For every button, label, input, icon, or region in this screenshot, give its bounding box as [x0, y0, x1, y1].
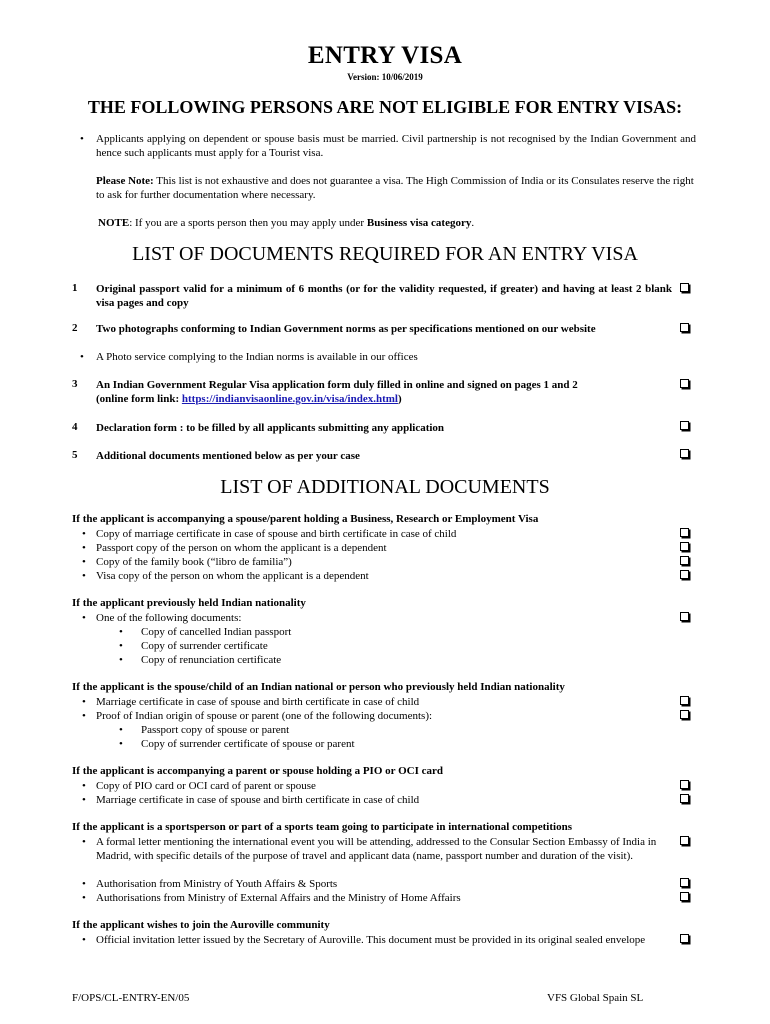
- page-title: ENTRY VISA: [307, 42, 463, 69]
- section-heading: If the applicant is a sportsperson or part of a sports team going to participate in international competitions: [72, 821, 572, 833]
- list-item: Copy of marriage certificate in case of spouse and birth certificate in case of child: [96, 528, 457, 540]
- list-item: Proof of Indian origin of spouse or parent (one of the following documents):: [96, 710, 433, 722]
- bullet-icon: •: [82, 696, 86, 708]
- bullet-icon: •: [119, 724, 123, 736]
- footer-right: VFS Global Spain SL: [547, 992, 644, 1004]
- checkbox[interactable]: [680, 836, 689, 845]
- item-number: 1: [72, 282, 78, 294]
- required-item-declaration: Declaration form : to be filled by all applicants submitting any application: [96, 422, 445, 434]
- checkbox[interactable]: [680, 934, 689, 943]
- note-label: NOTE: [98, 217, 130, 229]
- additional-heading: LIST OF ADDITIONAL DOCUMENTS: [220, 476, 550, 498]
- required-item-additional: Additional documents mentioned below as per your case: [96, 450, 360, 462]
- sub-list-item: Copy of surrender certificate of spouse or parent: [141, 738, 355, 750]
- please-note-label: Please Note:: [96, 175, 154, 187]
- bullet-icon: •: [82, 570, 86, 582]
- bullet-icon: •: [82, 794, 86, 806]
- not-eligible-heading: THE FOLLOWING PERSONS ARE NOT ELIGIBLE FOR ENTRY VISAS:: [87, 97, 683, 117]
- bullet-icon: •: [82, 528, 86, 540]
- checkbox[interactable]: [680, 528, 689, 537]
- checkbox[interactable]: [680, 323, 689, 332]
- online-form-prefix: (online form link:: [96, 393, 182, 405]
- bullet-icon: •: [82, 934, 86, 946]
- bullet-icon: •: [82, 836, 86, 848]
- bullet-icon: •: [80, 133, 84, 145]
- online-form-suffix: ): [397, 393, 402, 405]
- checkbox[interactable]: [680, 449, 689, 458]
- note-text: : If you are a sports person then you may apply under: [129, 217, 367, 229]
- sub-list-item: Copy of cancelled Indian passport: [141, 626, 292, 638]
- checkbox[interactable]: [680, 421, 689, 430]
- note-end: .: [471, 217, 475, 229]
- application-form-text: An Indian Government Regular Visa application form duly filled in online and signed on pages 1 and 2: [96, 379, 578, 391]
- required-item-photographs: Two photographs conforming to Indian Government norms as per specifications mentioned on our website: [96, 323, 596, 335]
- sub-list-item: Copy of surrender certificate: [141, 640, 268, 652]
- checkbox[interactable]: [680, 780, 689, 789]
- checkbox[interactable]: [680, 878, 689, 887]
- list-item: Authorisation from Ministry of Youth Affairs & Sports: [96, 878, 338, 890]
- list-item: Passport copy of the person on whom the applicant is a dependent: [96, 542, 387, 554]
- section-heading: If the applicant wishes to join the Auroville community: [72, 919, 330, 931]
- version-text: Version: 10/06/2019: [347, 72, 423, 82]
- bullet-icon: •: [82, 892, 86, 904]
- footer-left: F/OPS/CL-ENTRY-EN/05: [72, 992, 190, 1004]
- please-note: [96, 174, 696, 202]
- list-item: Visa copy of the person on whom the applicant is a dependent: [96, 570, 369, 582]
- list-item: Marriage certificate in case of spouse and birth certificate in case of child: [96, 696, 420, 708]
- list-item: Authorisations from Ministry of External Affairs and the Ministry of Home Affairs: [96, 892, 461, 904]
- checkbox[interactable]: [680, 379, 689, 388]
- section-heading: If the applicant is the spouse/child of an Indian national or person who previously held Indian nationality: [72, 681, 565, 693]
- bullet-icon: •: [82, 542, 86, 554]
- required-item-application-form: [96, 378, 672, 406]
- bullet-icon: •: [82, 878, 86, 890]
- sports-note: [98, 216, 698, 230]
- list-item: Official invitation letter issued by the Secretary of Auroville. This document must be provided in its original sealed envelope: [96, 934, 646, 946]
- photo-service-note: A Photo service complying to the Indian norms is available in our offices: [96, 351, 418, 363]
- bullet-icon: •: [119, 626, 123, 638]
- checkbox[interactable]: [680, 794, 689, 803]
- please-note-text: This list is not exhaustive and does not guarantee a visa. The High Commission of India or its Consulates reserve the right to ask for further documentation where necessary.: [96, 175, 694, 201]
- note-bold: Business visa category: [366, 217, 472, 229]
- checkbox[interactable]: [680, 892, 689, 901]
- section-heading: If the applicant previously held Indian nationality: [72, 597, 306, 609]
- bullet-icon: •: [82, 780, 86, 792]
- list-item: Marriage certificate in case of spouse and birth certificate in case of child: [96, 794, 420, 806]
- bullet-icon: •: [82, 710, 86, 722]
- bullet-icon: •: [80, 351, 84, 363]
- list-item: Copy of the family book (“libro de familia”): [96, 556, 292, 568]
- required-heading: LIST OF DOCUMENTS REQUIRED FOR AN ENTRY VISA: [132, 243, 638, 265]
- item-number: 5: [72, 449, 78, 461]
- bullet-icon: •: [119, 654, 123, 666]
- checkbox[interactable]: [680, 283, 689, 292]
- checkbox[interactable]: [680, 612, 689, 621]
- sub-list-item: Copy of renunciation certificate: [141, 654, 282, 666]
- required-item-passport: Original passport valid for a minimum of 6 months (or for the validity requested, if greater) and having at least 2 blank visa pages and copy: [96, 283, 672, 309]
- checkbox[interactable]: [680, 556, 689, 565]
- section-heading: If the applicant is accompanying a spouse/parent holding a Business, Research or Employment Visa: [72, 513, 539, 525]
- item-number: 2: [72, 322, 78, 334]
- bullet-icon: •: [119, 738, 123, 750]
- online-form-link[interactable]: https://indianvisaonline.gov.in/visa/index.html: [181, 393, 398, 405]
- checkbox[interactable]: [680, 570, 689, 579]
- checkbox[interactable]: [680, 696, 689, 705]
- checkbox[interactable]: [680, 542, 689, 551]
- list-item: A formal letter mentioning the international event you will be attending, addressed to the Consular Section Embassy of India in Madrid, with specific details of the purpose of travel and applicant data (name, passport number and duration of the visit).: [96, 836, 657, 862]
- item-number: 4: [72, 421, 78, 433]
- sub-list-item: Passport copy of spouse or parent: [141, 724, 290, 736]
- bullet-icon: •: [119, 640, 123, 652]
- checkbox[interactable]: [680, 710, 689, 719]
- not-eligible-text: Applicants applying on dependent or spouse basis must be married. Civil partnership is not recognised by the Indian Government and hence such applicants must apply for a Tourist visa.: [96, 133, 696, 159]
- bullet-icon: •: [82, 556, 86, 568]
- list-item: Copy of PIO card or OCI card of parent or spouse: [96, 780, 316, 792]
- bullet-icon: •: [82, 612, 86, 624]
- item-number: 3: [72, 378, 78, 390]
- section-heading: If the applicant is accompanying a parent or spouse holding a PIO or OCI card: [72, 765, 443, 777]
- list-item: One of the following documents:: [96, 612, 242, 624]
